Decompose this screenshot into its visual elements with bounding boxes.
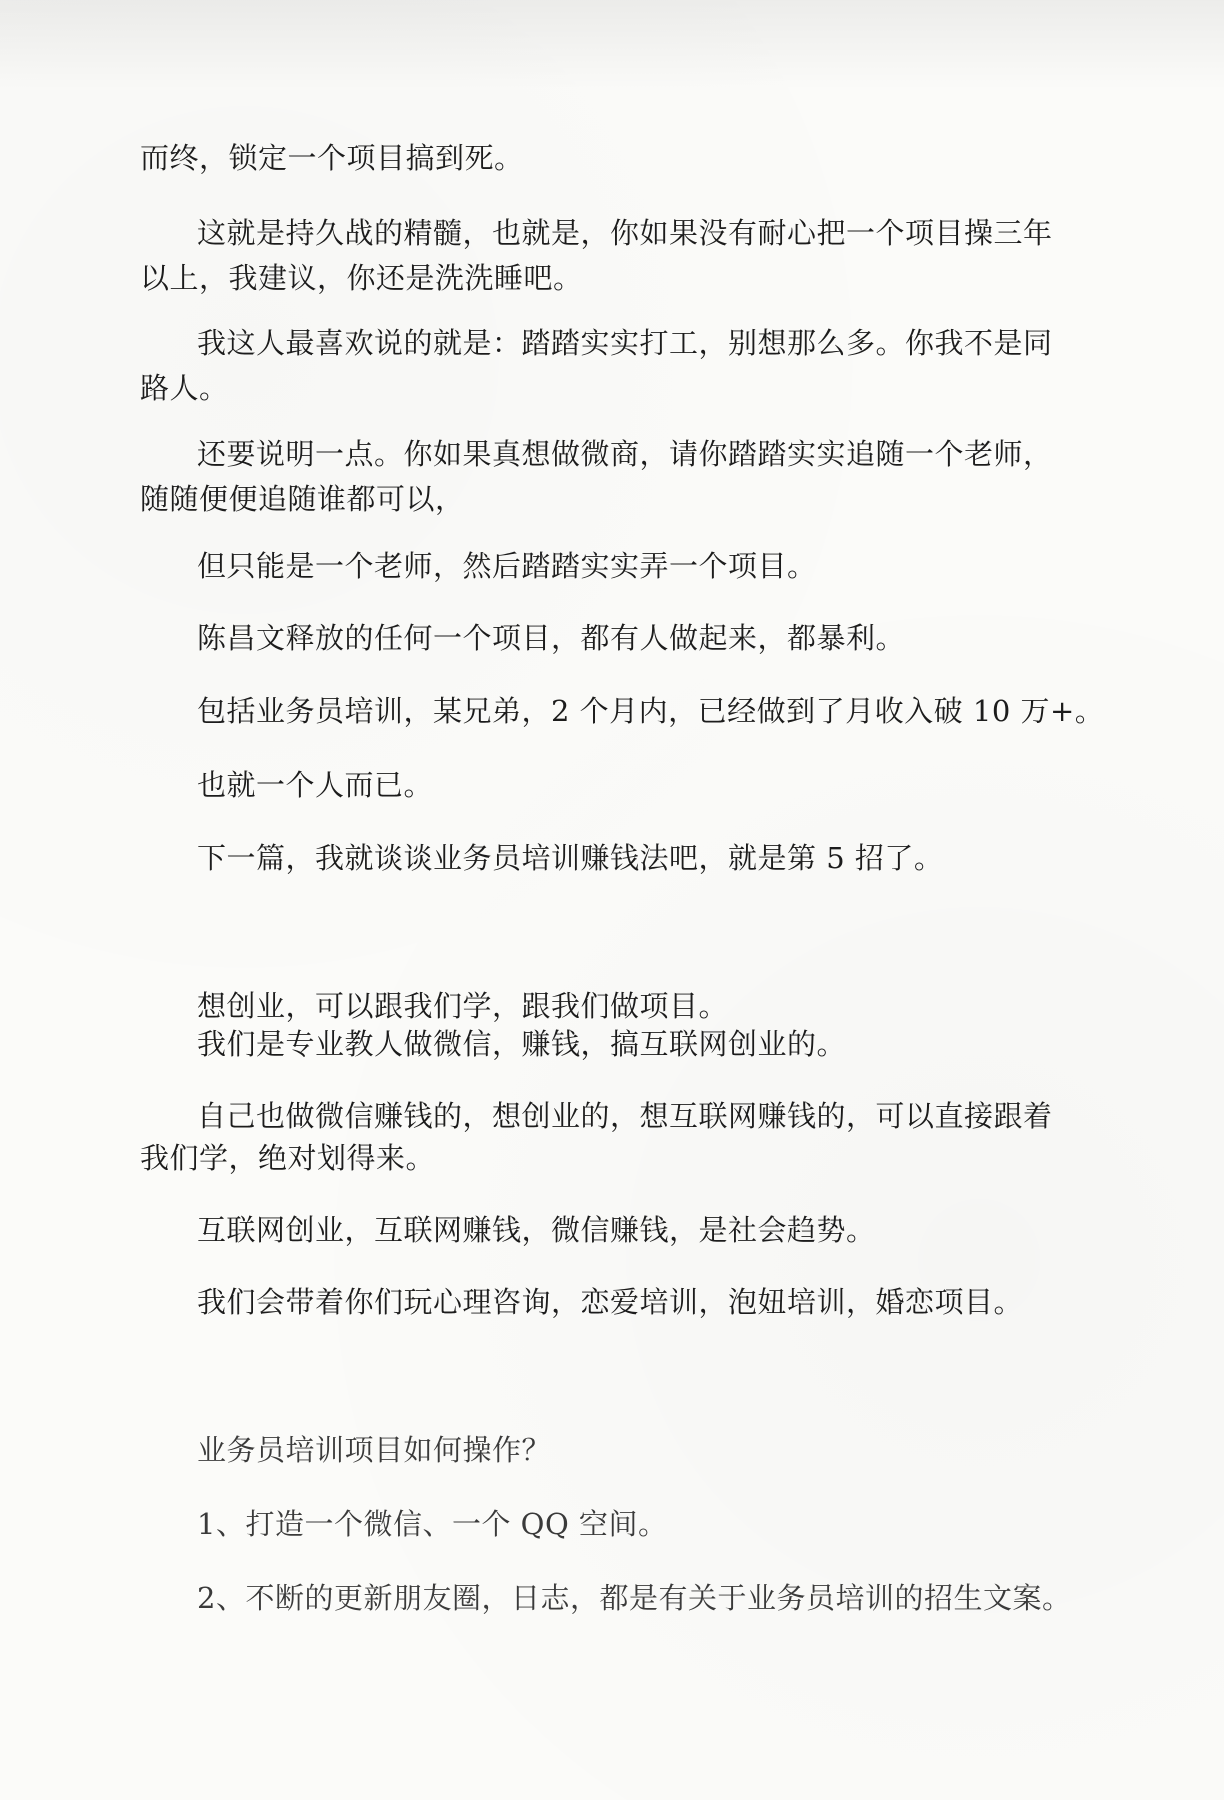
text-line: 包括业务员培训，某兄弟，2 个月内，已经做到了月收入破 10 万+。 bbox=[197, 694, 1105, 728]
text-line: 我们是专业教人做微信，赚钱，搞互联网创业的。 bbox=[197, 1027, 847, 1061]
scan-shadow bbox=[0, 0, 1224, 90]
text-line: 想创业，可以跟我们学，跟我们做项目。 bbox=[197, 989, 729, 1023]
text-line: 下一篇，我就谈谈业务员培训赚钱法吧，就是第 5 招了。 bbox=[197, 841, 944, 875]
text-line: 我这人最喜欢说的就是：踏踏实实打工，别想那么多。你我不是同 bbox=[197, 326, 1053, 360]
text-line: 随随便便追随谁都可以， bbox=[140, 482, 465, 516]
text-line: 我们学，绝对划得来。 bbox=[140, 1141, 436, 1175]
text-line: 我们会带着你们玩心理咨询，恋爱培训，泡妞培训，婚恋项目。 bbox=[197, 1285, 1024, 1319]
text-line: 还要说明一点。你如果真想做微商，请你踏踏实实追随一个老师， bbox=[197, 437, 1053, 471]
section-heading: 业务员培训项目如何操作？ bbox=[197, 1433, 552, 1467]
list-item: 2、不断的更新朋友圈，日志，都是有关于业务员培训的招生文案。 bbox=[197, 1581, 1072, 1615]
list-item: 1、打造一个微信、一个 QQ 空间。 bbox=[197, 1507, 668, 1541]
text-line: 而终，锁定一个项目搞到死。 bbox=[140, 141, 524, 175]
text-line: 互联网创业，互联网赚钱，微信赚钱，是社会趋势。 bbox=[197, 1213, 876, 1247]
text-line: 路人。 bbox=[140, 371, 229, 405]
text-line: 也就一个人而已。 bbox=[197, 768, 434, 802]
text-line: 但只能是一个老师，然后踏踏实实弄一个项目。 bbox=[197, 549, 817, 583]
text-line: 自己也做微信赚钱的，想创业的，想互联网赚钱的，可以直接跟着 bbox=[197, 1099, 1053, 1133]
text-line: 以上，我建议，你还是洗洗睡吧。 bbox=[140, 261, 583, 295]
text-line: 陈昌文释放的任何一个项目，都有人做起来，都暴利。 bbox=[197, 621, 906, 655]
text-line: 这就是持久战的精髓，也就是，你如果没有耐心把一个项目操三年 bbox=[197, 216, 1053, 250]
